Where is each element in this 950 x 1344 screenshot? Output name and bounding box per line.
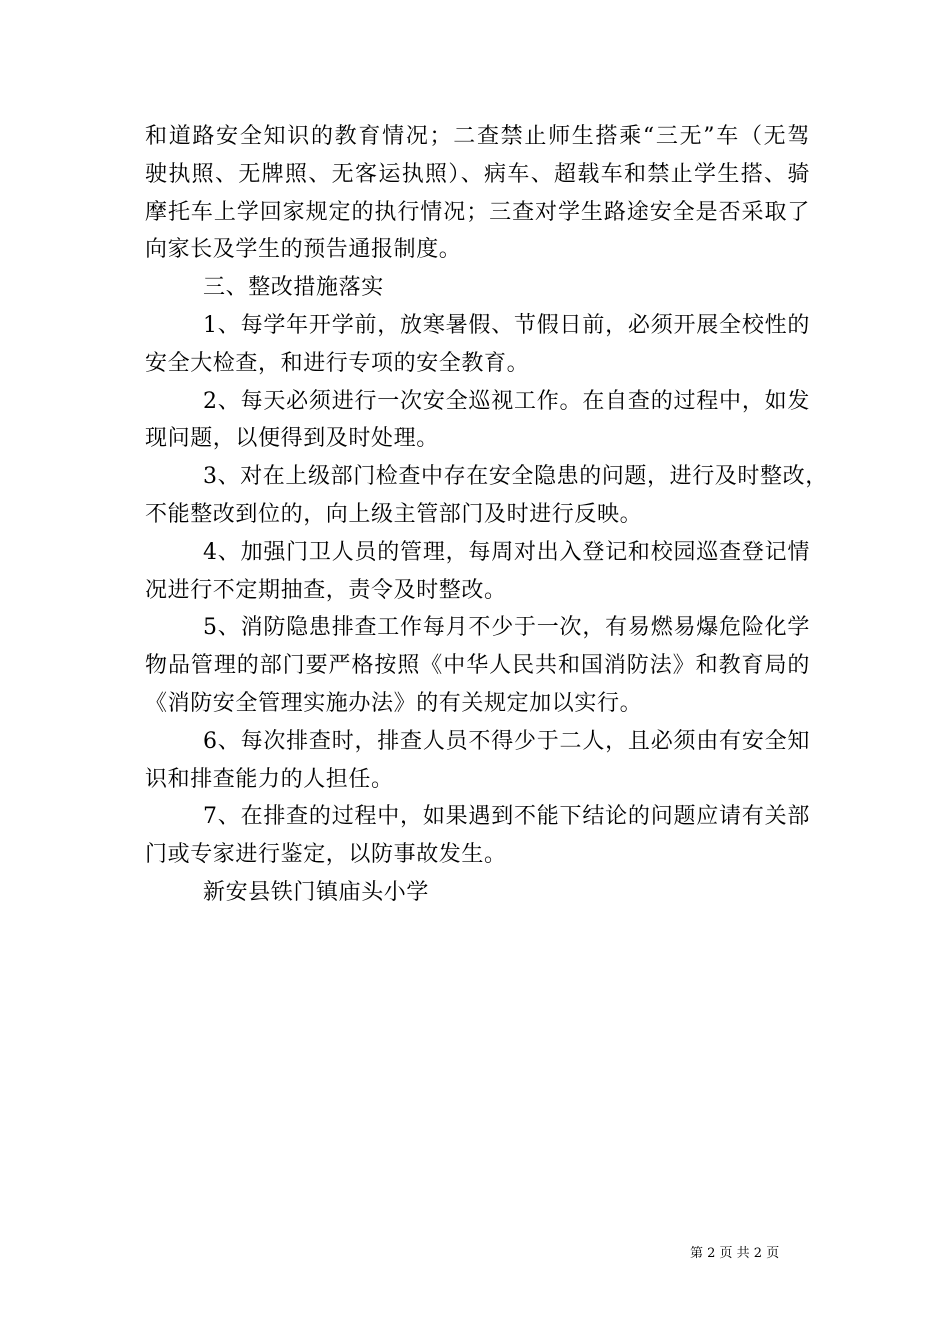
text-line: 3、对在上级部门检查中存在安全隐患的问题，进行及时整改， <box>203 464 828 490</box>
text-line: 三、整改措施落实 <box>203 275 384 301</box>
page-number-footer: 第 2 页 共 2 页 <box>690 1246 780 1261</box>
text-line: 5、消防隐患排查工作每月不少于一次，有易燃易爆危险化学 <box>203 615 810 641</box>
text-line: 6、每次排查时，排查人员不得少于二人，且必须由有安全知 <box>203 728 810 754</box>
text-line: 不能整改到位的，向上级主管部门及时进行反映。 <box>145 501 643 527</box>
text-line: 门或专家进行鉴定，以防事故发生。 <box>145 842 507 868</box>
text-line: 况进行不定期抽查，责令及时整改。 <box>145 577 507 603</box>
text-line: 新安县铁门镇庙头小学 <box>203 879 430 905</box>
text-line: 驶执照、无牌照、无客运执照）、病车、超载车和禁止学生搭、骑 <box>145 161 810 187</box>
text-line: 现问题，以便得到及时处理。 <box>145 426 439 452</box>
text-line: 2、每天必须进行一次安全巡视工作。在自查的过程中，如发 <box>203 388 810 414</box>
text-line: 识和排查能力的人担任。 <box>145 766 394 792</box>
text-line: 安全大检查，和进行专项的安全教育。 <box>145 350 530 376</box>
text-line: 1、每学年开学前，放寒暑假、节假日前，必须开展全校性的 <box>203 312 810 338</box>
text-line: 物品管理的部门要严格按照《中华人民共和国消防法》和教育局的 <box>145 653 810 679</box>
text-line: 7、在排查的过程中，如果遇到不能下结论的问题应请有关部 <box>203 804 810 830</box>
text-line: 摩托车上学回家规定的执行情况；三查对学生路途安全是否采取了 <box>145 199 810 225</box>
text-line: 《消防安全管理实施办法》的有关规定加以实行。 <box>145 690 643 716</box>
document-body <box>145 118 828 912</box>
text-line: 和道路安全知识的教育情况；二查禁止师生搭乘“三无”车（无驾 <box>145 124 810 149</box>
text-line: 向家长及学生的预告通报制度。 <box>145 237 462 263</box>
text-line: 4、加强门卫人员的管理，每周对出入登记和校园巡查登记情 <box>203 539 810 565</box>
